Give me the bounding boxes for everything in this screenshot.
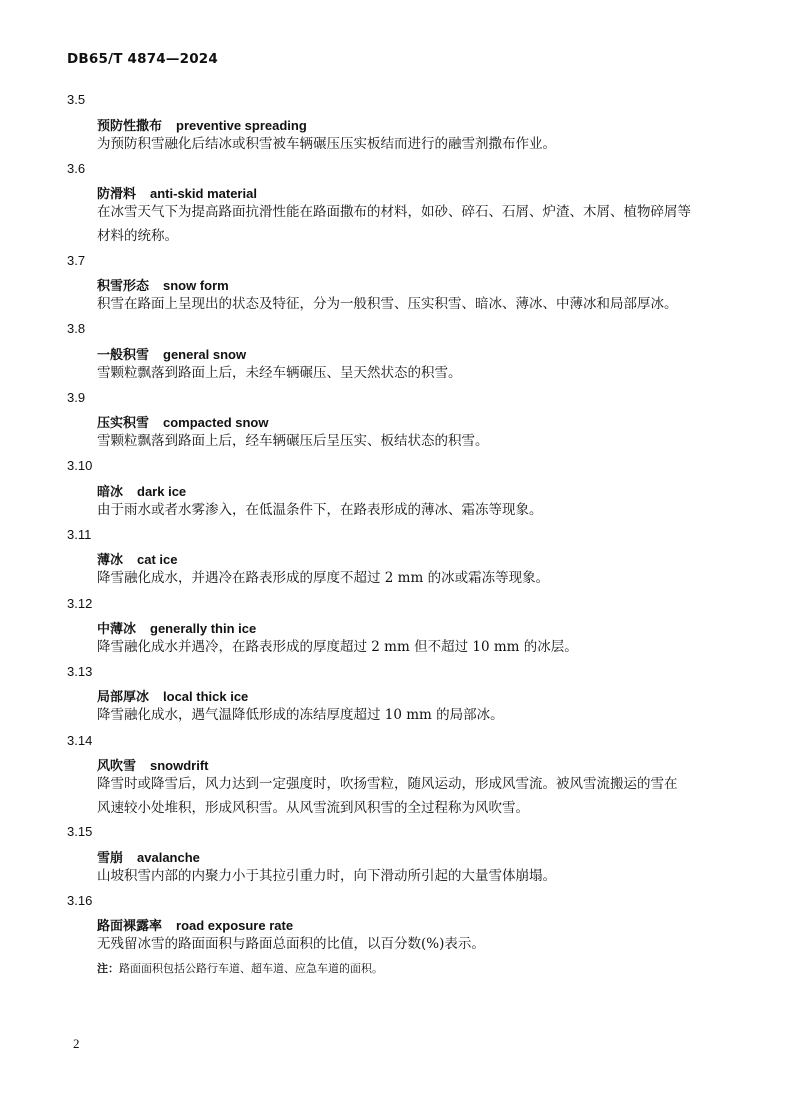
- term-en: snow form: [163, 278, 229, 293]
- definition-line: 由于雨水或者水雾渗入，在低温条件下，在路表形成的薄冰、霜冻等现象。: [97, 502, 543, 518]
- note: [97, 960, 383, 976]
- note-text: 路面面积包括公路行车道、超车道、应急车道的面积。: [119, 962, 383, 975]
- definition-line: 山坡积雪内部的内聚力小于其拉引重力时，向下滑动所引起的大量雪体崩塌。: [97, 868, 556, 884]
- term-zh: 暗冰: [97, 485, 124, 500]
- entry-number: 3.12: [67, 596, 93, 611]
- definition-line: 降雪融化成水并遇冷，在路表形成的厚度超过 2 mm 但不超过 10 mm 的冰层。: [97, 639, 578, 655]
- entry-number: 3.8: [67, 321, 86, 336]
- definition-line: 降雪时或降雪后，风力达到一定强度时，吹扬雪粒，随风运动，形成风雪流。被风雪流搬运的雪在: [97, 776, 678, 792]
- definition-line: 积雪在路面上呈现出的状态及特征，分为一般积雪、压实积雪、暗冰、薄冰、中薄冰和局部厚冰。: [97, 296, 678, 312]
- entry-number: 3.9: [67, 390, 86, 405]
- term-en: generally thin ice: [150, 621, 257, 636]
- term-en: road exposure rate: [176, 918, 294, 933]
- term-zh: 路面裸露率: [97, 919, 163, 934]
- term-en: anti-skid material: [150, 186, 257, 201]
- term-zh: 压实积雪: [97, 416, 150, 431]
- definition-line: 为预防积雪融化后结冰或积雪被车辆碾压压实板结而进行的融雪剂撒布作业。: [97, 136, 556, 152]
- term-zh: 风吹雪: [97, 759, 137, 774]
- term-en: snowdrift: [150, 758, 209, 773]
- entry-number: 3.16: [67, 893, 93, 908]
- entry-number: 3.11: [67, 527, 92, 542]
- definition-line: 在冰雪天气下为提高路面抗滑性能在路面撒布的材料，如砂、碎石、石屑、炉渣、木屑、植物碎屑等: [97, 204, 691, 220]
- definition-line: 雪颗粒飘落到路面上后，经车辆碾压后呈压实、板结状态的积雪。: [97, 433, 489, 449]
- term-zh: 防滑料: [97, 187, 137, 202]
- term-zh: 雪崩: [97, 851, 124, 866]
- entry-number: 3.5: [67, 92, 86, 107]
- definition-line: 材料的统称。: [97, 228, 178, 244]
- definition-line: 雪颗粒飘落到路面上后，未经车辆碾压、呈天然状态的积雪。: [97, 365, 462, 381]
- term-en: avalanche: [137, 850, 200, 865]
- term-en: cat ice: [137, 552, 178, 567]
- page-number: 2: [73, 1036, 80, 1051]
- term-zh: 一般积雪: [97, 348, 150, 363]
- document-id: DB65/T 4874—2024: [67, 51, 218, 67]
- definition-line: 风速较小处堆积，形成风积雪。从风雪流到风积雪的全过程称为风吹雪。: [97, 800, 529, 816]
- term-zh: 薄冰: [97, 553, 124, 568]
- entry-number: 3.10: [67, 458, 93, 473]
- term-en: compacted snow: [163, 415, 269, 430]
- entry-number: 3.13: [67, 664, 93, 679]
- term-zh: 预防性撒布: [97, 119, 163, 134]
- term-zh: 局部厚冰: [97, 690, 150, 705]
- definition-line: 无残留冰雪的路面面积与路面总面积的比值，以百分数(%)表示。: [97, 936, 485, 952]
- note-label: 注：: [97, 962, 119, 975]
- term-en: general snow: [163, 347, 247, 362]
- definition-line: 降雪融化成水，并遇冷在路表形成的厚度不超过 2 mm 的冰或霜冻等现象。: [97, 570, 550, 586]
- term-en: local thick ice: [163, 689, 249, 704]
- term-zh: 中薄冰: [97, 622, 137, 637]
- entry-number: 3.14: [67, 733, 93, 748]
- entry-number: 3.6: [67, 161, 86, 176]
- term-en: preventive spreading: [176, 118, 307, 133]
- term-zh: 积雪形态: [97, 279, 150, 294]
- term-en: dark ice: [137, 484, 187, 499]
- definition-line: 降雪融化成水，遇气温降低形成的冻结厚度超过 10 mm 的局部冰。: [97, 707, 504, 723]
- entry-number: 3.7: [67, 253, 86, 268]
- entry-number: 3.15: [67, 824, 93, 839]
